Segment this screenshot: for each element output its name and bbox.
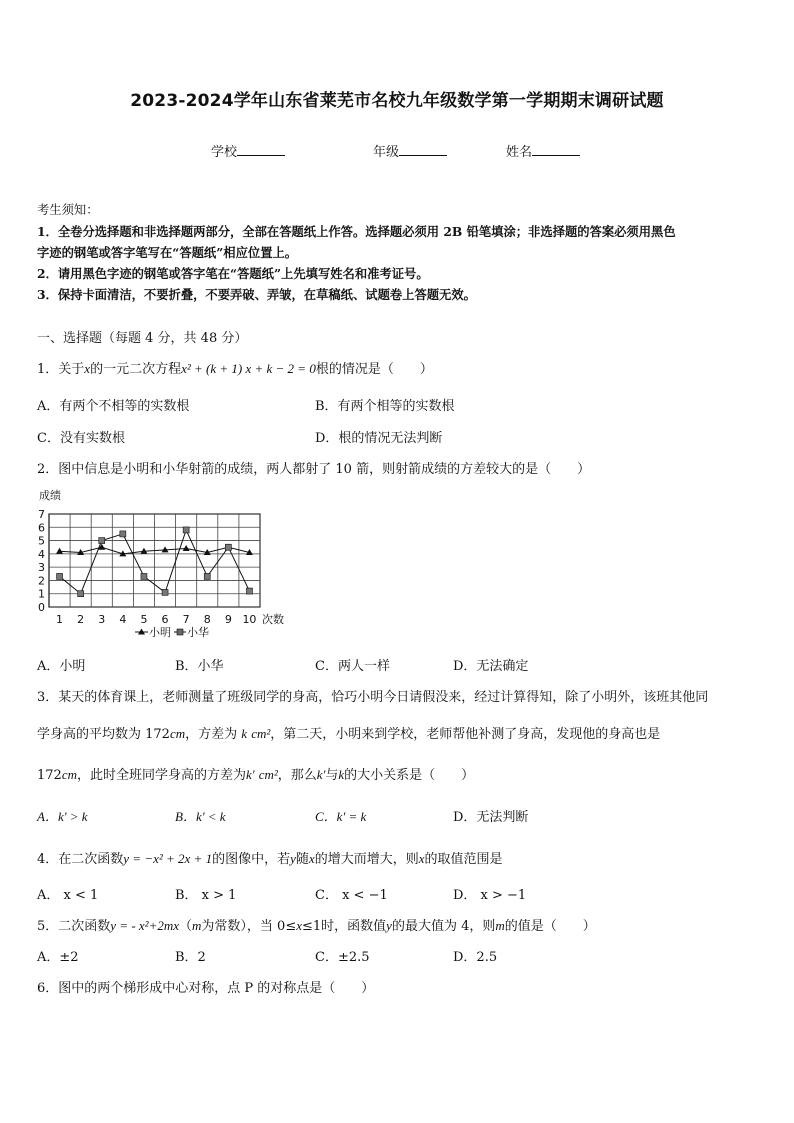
y-tick-label: 4 (38, 547, 45, 561)
notice-line-1b: 字迹的钢笔或答字笔写在“答题纸”相应位置上。 (37, 245, 298, 260)
x-tick-label: 3 (98, 613, 106, 626)
question-1-stem: 1．关于x的一元二次方程x² + (k + 1) x + k − 2 = 0根的情况是（ ） (37, 361, 433, 377)
page-title: 2023-2024学年山东省莱芜市名校九年级数学第一学期期末调研试题 (130, 91, 664, 111)
chart-x-ticks (56, 613, 256, 626)
x-tick-label: 4 (119, 613, 127, 626)
data-point-xiaohua (141, 573, 147, 579)
notice-line-1a: 1．全卷分选择题和非选择题两部分，全部在答题纸上作答。选择题必须用 2B 铅笔填涂；非选择题的答案必须用黑色 (37, 224, 676, 239)
y-tick-label: 1 (38, 587, 45, 601)
q3-option-b: B．k' < k (175, 809, 226, 824)
question-4-stem: 4．在二次函数y = −x² + 2x + 1的图像中，若y随x的增大而增大，则x的取值范围是 (37, 851, 503, 867)
notice-line-3: 3．保持卡面清洁，不要折叠，不要弄破、弄皱，在草稿纸、试题卷上答题无效。 (37, 287, 476, 302)
x-tick-label: 8 (203, 613, 211, 626)
x-tick-label: 10 (242, 613, 257, 626)
name-field[interactable] (506, 141, 580, 160)
y-tick-label: 3 (38, 561, 45, 575)
q5-option-b: B．2 (175, 950, 206, 965)
q3-option-d: D．无法判断 (453, 810, 529, 825)
data-point-xiaohua (162, 589, 168, 595)
chart-legend (135, 625, 209, 639)
school-blank (237, 143, 285, 156)
data-point-xiaohua (204, 573, 210, 579)
data-point-xiaohua (57, 573, 63, 579)
notice-heading: 考生须知： (37, 203, 99, 217)
x-tick-label: 1 (56, 613, 64, 626)
name-label: 姓名 (506, 145, 533, 160)
question-2-stem: 2．图中信息是小明和小华射箭的成绩，两人都射了 10 箭，则射箭成绩的方差较大的是（ ） (37, 462, 591, 477)
question-6-stem: 6．图中的两个梯形成中心对称，点 P 的对称点是（ ） (37, 981, 375, 996)
q1-option-d: D．根的情况无法判断 (315, 431, 443, 446)
chart-xlabel: 次数 (262, 613, 284, 626)
q5-option-a: A．±2 (37, 950, 79, 965)
q5-option-c: C．±2.5 (315, 950, 370, 965)
legend-series-2: 小华 (187, 626, 209, 639)
name-blank (532, 143, 580, 156)
data-point-xiaohua (78, 591, 84, 597)
y-tick-label: 7 (38, 508, 45, 521)
school-field[interactable] (211, 141, 285, 160)
q3-option-a: A．k' > k (37, 809, 88, 824)
question-3-line-2: 学身高的平均数为 172cm，方差为 k cm²，第二天，小明来到学校，老师帮他补测了身高，发现他的身高也是 (37, 726, 661, 742)
data-point-xiaoming (56, 548, 63, 554)
q4-option-b: B． x > 1 (175, 888, 237, 903)
school-label: 学校 (211, 145, 238, 160)
q1-option-a: A．有两个不相等的实数根 (37, 399, 190, 414)
x-tick-label: 7 (182, 613, 190, 626)
x-tick-label: 6 (161, 613, 169, 626)
q4-option-a: A． x < 1 (37, 888, 99, 903)
grade-field[interactable] (373, 141, 447, 160)
q2-option-c: C．两人一样 (315, 659, 390, 674)
question-3-line-3: 172cm，此时全班同学身高的方差为k' cm²，那么k'与k的大小关系是（ ） (37, 767, 475, 783)
q2-option-a: A．小明 (37, 659, 86, 674)
data-point-xiaohua (183, 527, 189, 533)
data-point-xiaohua (120, 531, 126, 537)
section-heading: 一、选择题（每题 4 分，共 48 分） (37, 331, 248, 346)
q2-option-d: D．无法确定 (453, 659, 529, 674)
data-point-xiaohua (246, 588, 252, 594)
legend-series-1: 小明 (149, 626, 171, 639)
q1-equation: x² + (k + 1) x + k − 2 = 0 (181, 361, 316, 376)
y-tick-label: 0 (38, 601, 45, 614)
notice-line-2: 2．请用黑色字迹的钢笔或答字笔在“答题纸”上先填写姓名和准考证号。 (37, 266, 429, 281)
q1-option-c: C．没有实数根 (37, 431, 125, 446)
chart-y-ticks (38, 508, 45, 614)
grade-label: 年级 (373, 145, 400, 160)
y-tick-label: 2 (38, 574, 45, 588)
question-3-line-1: 3．某天的体育课上，老师测量了班级同学的身高，恰巧小明今日请假没来，经过计算得知，除了小明外，该班其他同 (37, 690, 709, 705)
q3-option-c: C．k' = k (315, 809, 367, 824)
q1-option-b: B．有两个相等的实数根 (315, 399, 455, 414)
question-5-stem: 5．二次函数y = - x²+2mx（m为常数），当 0≤x≤1时，函数值y的最大值为 4，则m的值是（ ） (37, 918, 596, 934)
data-point-xiaoming (183, 545, 190, 551)
data-point-xiaohua (225, 544, 231, 550)
data-point-xiaohua (99, 538, 105, 544)
x-tick-label: 9 (224, 613, 232, 626)
y-tick-label: 5 (38, 534, 45, 548)
q4-option-c: C． x < −1 (315, 888, 388, 903)
x-tick-label: 2 (77, 613, 85, 626)
q2-option-b: B．小华 (175, 659, 224, 674)
chart-ylabel: 成绩 (39, 489, 61, 502)
y-tick-label: 6 (38, 521, 45, 535)
grade-blank (399, 143, 447, 156)
q4-option-d: D． x > −1 (453, 888, 527, 903)
score-line-chart (30, 486, 300, 642)
q5-option-d: D．2.5 (453, 950, 498, 965)
legend-square-marker (177, 629, 183, 635)
x-tick-label: 5 (140, 613, 148, 626)
